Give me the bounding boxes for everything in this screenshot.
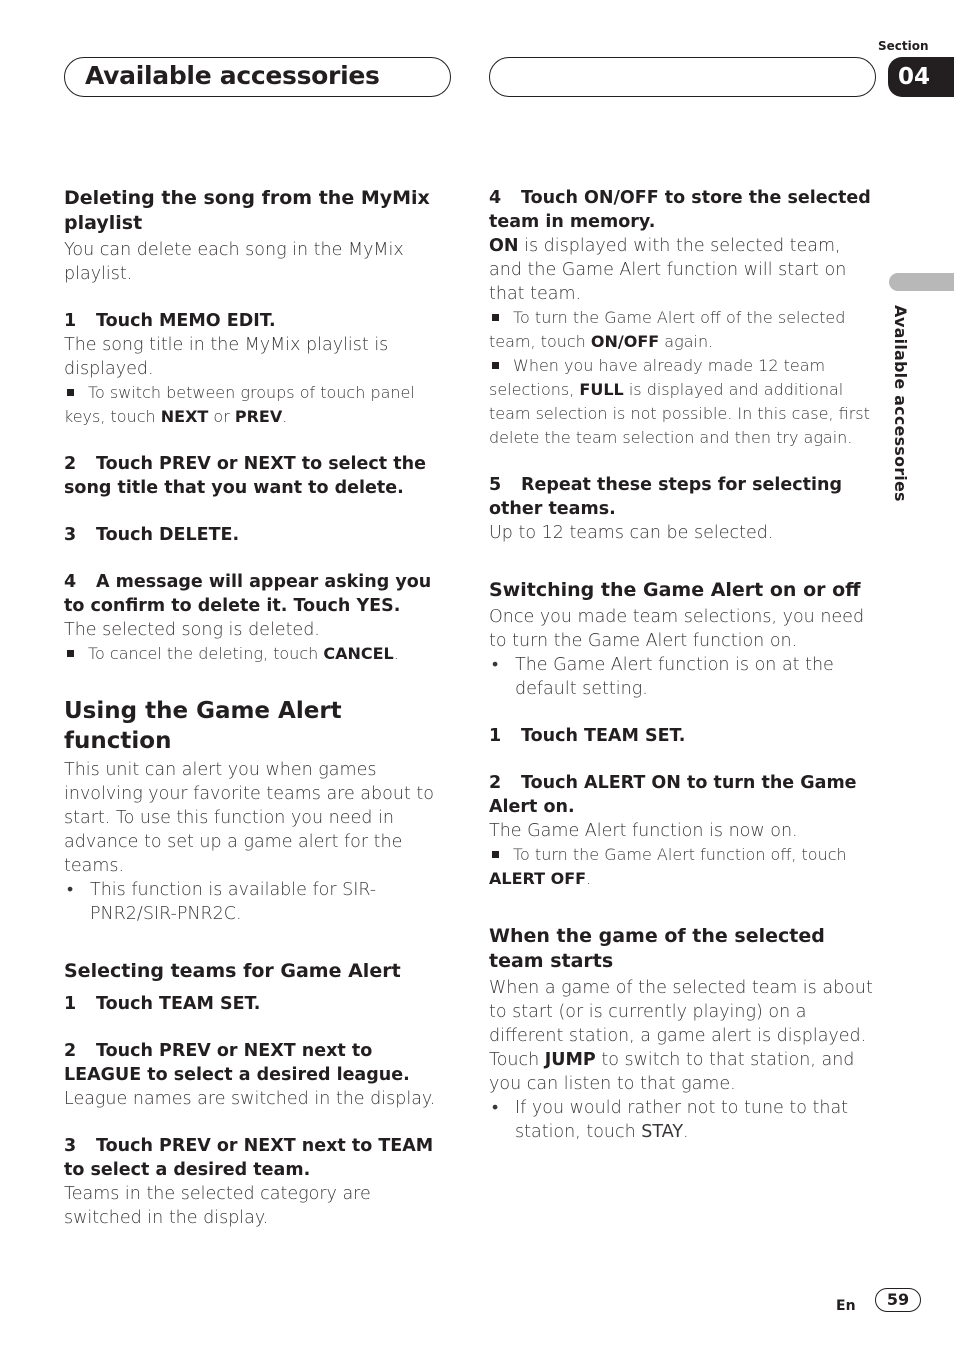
footer-language: En (836, 1298, 856, 1314)
step-select-4-desc: ON is displayed with the selected team, and the Game Alert function will start on that team. (489, 236, 847, 304)
delete-heading: Deleting the song from the MyMix playlist (64, 187, 430, 234)
step-select-3: 3 Touch PREV or NEXT next to TEAM to select a desired team. (64, 1136, 434, 1180)
bullet-dot-icon: • (67, 880, 74, 900)
game-alert-heading: Using the Game Alert function (64, 698, 342, 754)
switch-intro: Once you made team selections, you need to turn the Game Alert function on. (489, 607, 865, 651)
step-select-1: 1 Touch TEAM SET. (64, 994, 261, 1014)
step-delete-4: 4 A message will appear asking you to confirm to delete it. Touch YES. (64, 572, 432, 616)
step-delete-4-desc: The selected song is deleted. (64, 620, 320, 640)
square-bullet-icon (492, 362, 499, 369)
square-bullet-icon (67, 650, 74, 657)
select-teams-heading: Selecting teams for Game Alert (64, 960, 401, 982)
section-number-tab: 04 (888, 57, 954, 97)
step-select-2: 2 Touch PREV or NEXT next to LEAGUE to select a desired league. (64, 1041, 410, 1085)
when-game-bullet: • If you would rather not to tune to that station, touch STAY. (492, 1098, 849, 1142)
step-select-5: 5 Repeat these steps for selecting other teams. (489, 475, 842, 519)
step-select-3-desc: Teams in the selected category are switched in the display. (64, 1184, 371, 1228)
page-title: Available accessories (85, 61, 380, 90)
step-select-4: 4 Touch ON/OFF to store the selected team in memory. (489, 188, 871, 232)
delete-intro: You can delete each song in the MyMix playlist. (64, 240, 404, 284)
note-delete-4: To cancel the deleting, touch CANCEL. (64, 642, 454, 666)
step-switch-2-desc: The Game Alert function is now on. (489, 821, 798, 841)
bullet-dot-icon: • (492, 655, 499, 675)
when-game-desc: When a game of the selected team is about to start (or is currently playing) on a different station, a game alert is displayed. Touch JUMP to switch to that station, and you can listen to that game. (489, 978, 873, 1094)
step-select-5-desc: Up to 12 teams can be selected. (489, 523, 774, 543)
note-select-4a: To turn the Game Alert off of the selected team, touch ON/OFF again. (489, 308, 846, 351)
header-title-frame (64, 57, 451, 97)
side-label-text: Available accessories (891, 305, 910, 502)
step-delete-3: 3 Touch DELETE. (64, 525, 240, 545)
section-label: Section (878, 39, 929, 53)
square-bullet-icon (67, 389, 74, 396)
game-alert-bullet: • This function is available for SIR-PNR2/SIR-PNR2C. (67, 880, 377, 924)
side-tab-marker (889, 273, 954, 291)
game-alert-intro: This unit can alert you when games involving your favorite teams are about to start. To use this function you need in advance to set up a game alert for the teams. (64, 760, 434, 876)
square-bullet-icon (492, 851, 499, 858)
left-column (64, 186, 454, 1230)
step-select-2-desc: League names are switched in the display. (64, 1089, 436, 1109)
note-switch-2: To turn the Game Alert function off, touch ALERT OFF. (489, 845, 847, 888)
note-select-4b: When you have already made 12 team selections, FULL is displayed and additional team selection is not possible. In this case, first delete the team selection and then try again. (489, 356, 870, 447)
step-delete-1: 1 Touch MEMO EDIT. (64, 311, 276, 331)
page-number: 59 (875, 1288, 921, 1312)
note-delete-1: To switch between groups of touch panel keys, touch NEXT or PREV. (64, 383, 415, 426)
step-delete-2: 2 Touch PREV or NEXT to select the song title that you want to delete. (64, 454, 426, 498)
switch-bullet: • The Game Alert function is on at the default setting. (492, 655, 834, 699)
bullet-dot-icon: • (492, 1098, 499, 1118)
header-blank-frame (489, 57, 876, 97)
side-label (880, 305, 940, 525)
square-bullet-icon (492, 314, 499, 321)
step-switch-1: 1 Touch TEAM SET. (489, 726, 686, 746)
right-column (489, 186, 879, 1144)
step-delete-1-desc: The song title in the MyMix playlist is displayed. (64, 335, 389, 379)
step-switch-2: 2 Touch ALERT ON to turn the Game Alert on. (489, 773, 857, 817)
switch-heading: Switching the Game Alert on or off (489, 579, 861, 601)
when-game-heading: When the game of the selected team starts (489, 925, 825, 972)
